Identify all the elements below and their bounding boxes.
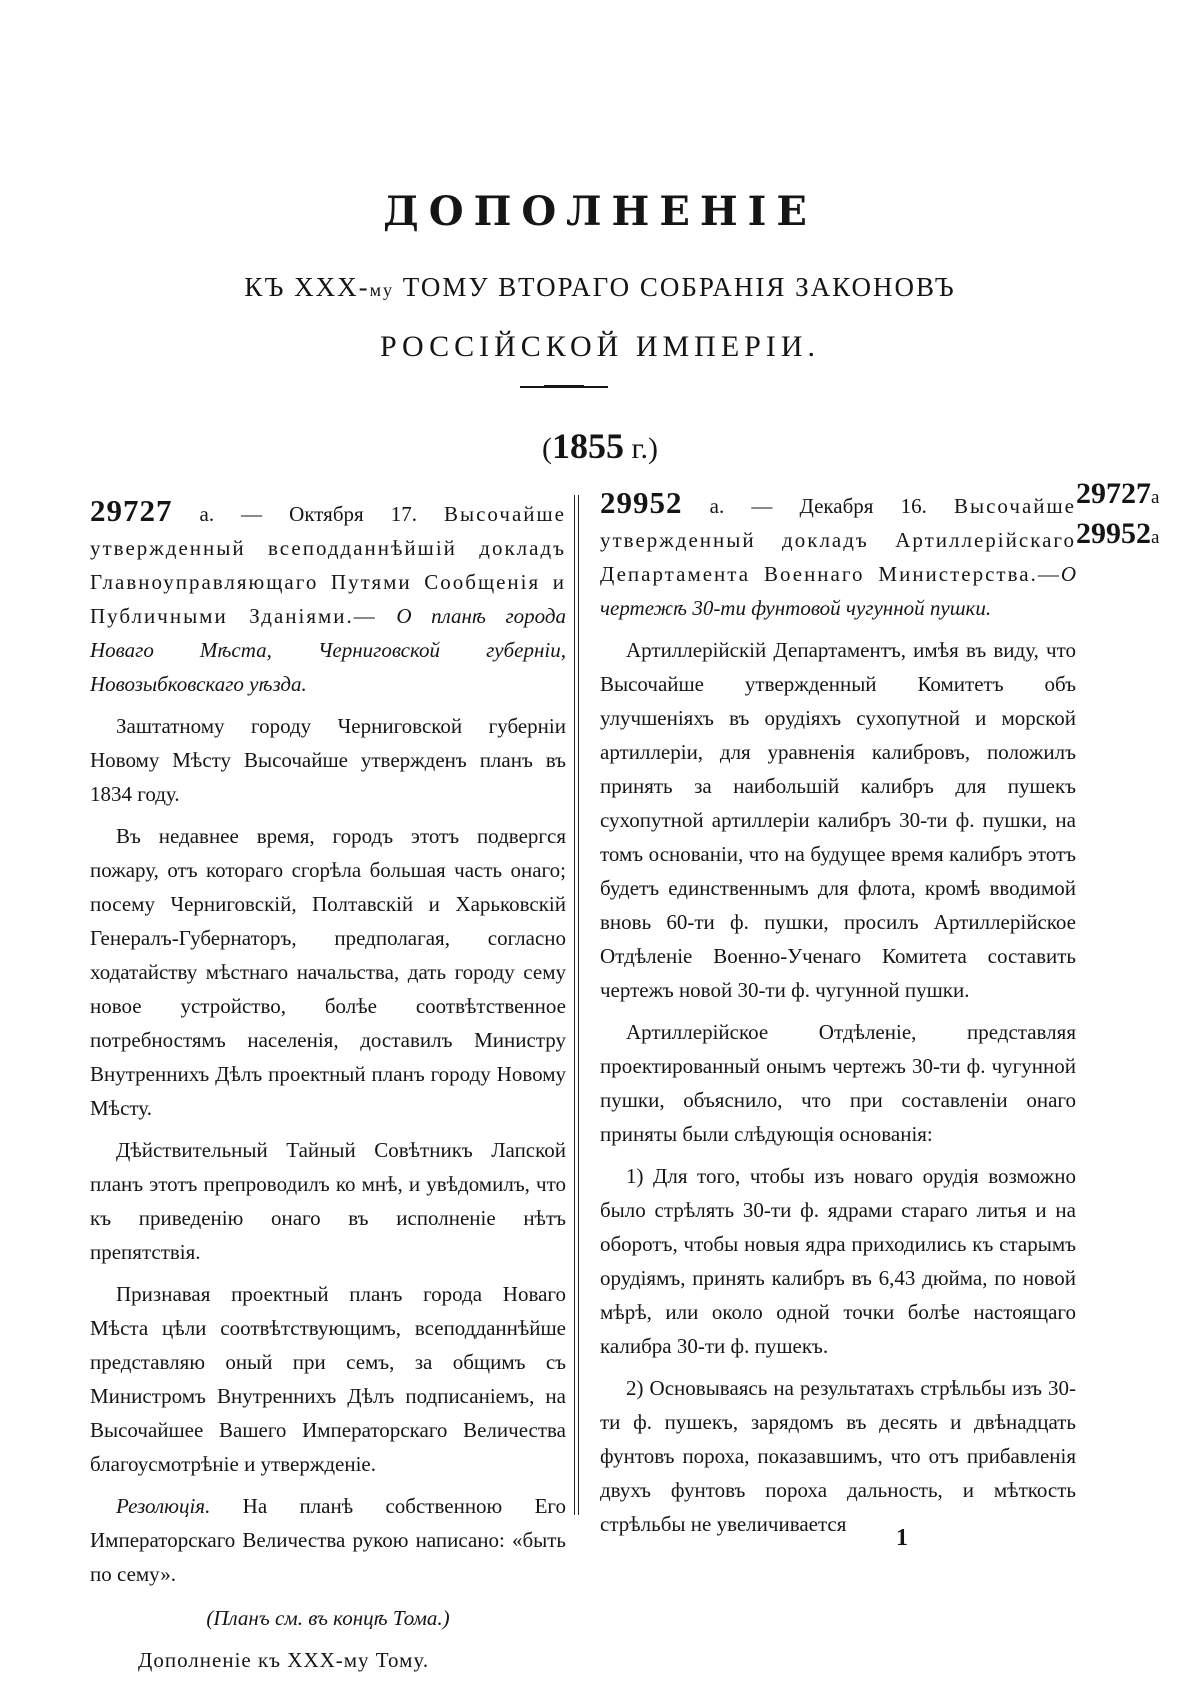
column-divider [574, 495, 579, 1515]
entry-heading-left [90, 494, 566, 701]
margin-suffix: а [1151, 487, 1160, 508]
right-column [600, 486, 1076, 1549]
resolution-paragraph [90, 1489, 566, 1591]
resolution-text: На планѣ собственною Его Императорскаго Величества рукою написано: «быть по сему». [90, 1494, 566, 1586]
year-value: 1855 [552, 426, 625, 466]
page-subtitle [0, 272, 1200, 303]
volume-footer: Дополненіе къ XXX-му Тому. [138, 1648, 430, 1672]
subtitle-post: ТОМУ ВТОРАГО СОБРАНІЯ ЗАКОНОВЪ [394, 272, 956, 302]
page-title: ДОПОЛНЕНІЕ [383, 188, 817, 235]
paragraph: Въ недавнее время, городъ этотъ подвергся пожару, отъ котораго сгорѣла большая часть онаго; посему Черниговскій, Полтавскій и Харьковскій Генералъ-Губернаторъ, предполагая, согласно ходатайству мѣстнаго начальства, дать городу сему новое устройство, болѣе соотвѣтственное потребностямъ населенія, доставилъ Министру Внутреннихъ Дѣлъ проектный планъ городу Новому Мѣсту. [90, 824, 566, 1120]
entry-number: 29952 [600, 485, 683, 520]
year-close: г.) [624, 432, 658, 465]
plan-caption: (Планъ см. въ концѣ Тома.) [206, 1606, 450, 1630]
paragraph: 2) Основываясь на результатахъ стрѣльбы изъ 30-ти ф. пушекъ, зарядомъ въ десять и двѣнадцать фунтовъ пороха, показавшимъ, что отъ прибавленія двухъ фунтовъ пороха дальность, и мѣткость стрѣльбы не увеличивается [600, 1376, 1076, 1536]
paragraph: 1) Для того, чтобы изъ новаго орудія возможно было стрѣлять 30-ти ф. ядрами стараго литья и на оборотъ, чтобы новыя ядра приходились къ старымъ орудіямъ, принять калибръ въ 6,43 дюйма, по новой мѣрѣ, или около одной точки болѣе настоящаго калибра 30-ти ф. пушекъ. [600, 1164, 1076, 1358]
resolution-label: Резолюція. [116, 1494, 211, 1518]
year-open: ( [542, 432, 553, 465]
entry-heading-right [600, 486, 1076, 625]
entry-subject: О планѣ города Новаго Мѣста, Черниговской губерніи, Новозыбковскаго уѣзда. [90, 604, 566, 696]
margin-number-2 [1076, 516, 1200, 556]
entry-heading-text: Высочайше утвержденный докладъ Артиллерійскаго Департамента Военнаго Министерства.— [600, 494, 1076, 586]
margin-number-1 [1076, 476, 1200, 516]
year-heading [0, 425, 1200, 467]
entry-subject: О чертежѣ 30-ти фунтовой чугунной пушки. [600, 562, 1076, 620]
margin-num: 29727 [1076, 477, 1151, 510]
paragraph: Дѣйствительный Тайный Совѣтникъ Лапской планъ этотъ препроводилъ ко мнѣ, и увѣдомилъ, что къ приведенію онаго въ исполненіе нѣтъ препятствія. [90, 1138, 566, 1264]
decorative-rule [520, 386, 608, 388]
left-column [90, 494, 566, 1685]
page-subtitle-2: РОССІЙСКОЙ ИМПЕРІИ. [379, 330, 821, 363]
entry-number: 29727 [90, 493, 173, 528]
entry-heading-text: Высочайше утвержденный всеподданнѣйшій докладъ Главноуправляющаго Путями Сообщенія и Публичными Зданіями.— [90, 502, 566, 628]
paragraph: Артиллерійское Отдѣленіе, представляя проектированный онымъ чертежъ 30-ти ф. чугунной пушки, объяснило, что при составленіи онаго приняты были слѣдующія основанія: [600, 1020, 1076, 1146]
page-number: 1 [896, 1525, 908, 1551]
margin-suffix: а [1151, 527, 1160, 548]
entry-suffix: а. — Октября 17. [172, 502, 444, 526]
paragraph: Признавая проектный планъ города Новаго Мѣста цѣли соотвѣтствующимъ, всеподданнѣйше представляю оный при семъ, за общимъ съ Министромъ Внутреннихъ Дѣлъ подписаніемъ, на Высочайшее Вашего Императорскаго Величества благоусмотрѣніе и утвержденіе. [90, 1282, 566, 1476]
entry-suffix: а. — Декабря 16. [682, 494, 954, 518]
paragraph: Артиллерійскій Департаментъ, имѣя въ виду, что Высочайше утвержденный Комитетъ объ улучшеніяхъ въ орудіяхъ сухопутной и морской артиллеріи, для уравненія калибровъ, положилъ принять за наибольшій калибръ для пушекъ сухопутной артиллеріи калибръ 30-ти ф. пушки, на томъ основаніи, что на будущее время калибръ этотъ будетъ единственнымъ для флота, кромѣ вводимой вновь 60-ти ф. пушки, просилъ Артиллерійское Отдѣленіе Военно-Ученаго Комитета составить чертежъ новой 30-ти ф. чугунной пушки. [600, 638, 1076, 1002]
subtitle-pre: КЪ XXX- [244, 272, 370, 302]
paragraph: Заштатному городу Черниговской губерніи Новому Мѣсту Высочайше утвержденъ планъ въ 1834 году. [90, 714, 566, 806]
margin-num: 29952 [1076, 517, 1151, 550]
subtitle-sup: му [369, 280, 395, 300]
margin-numbers [1076, 476, 1200, 556]
